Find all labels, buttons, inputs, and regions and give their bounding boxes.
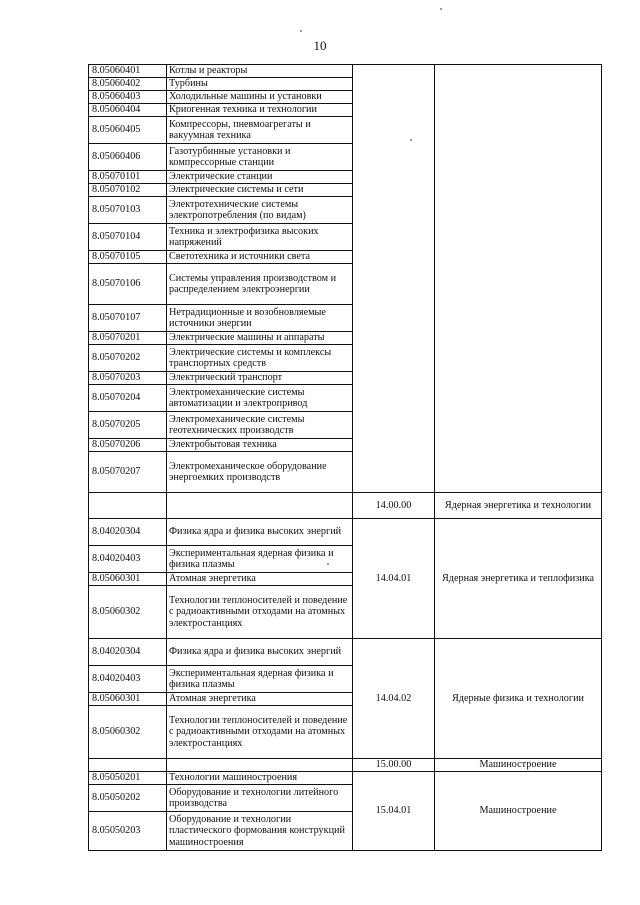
old-code: 8.05070201 bbox=[89, 332, 167, 345]
old-specialty-name: Холодильные машины и установки bbox=[167, 91, 353, 104]
old-specialty-name: Светотехника и источники света bbox=[167, 251, 353, 264]
section-code: 14.00.00 bbox=[353, 493, 435, 519]
old-code: 8.05050203 bbox=[89, 812, 167, 851]
table-row bbox=[89, 65, 602, 78]
old-code: 8.04020403 bbox=[89, 666, 167, 693]
old-specialty-name: Физика ядра и физика высоких энергий bbox=[167, 639, 353, 666]
new-code-cell: 14.04.02 bbox=[353, 639, 435, 759]
old-code: 8.05060406 bbox=[89, 144, 167, 171]
old-specialty-name: Экспериментальная ядерная физика и физика плазмы bbox=[167, 546, 353, 573]
old-specialty-name: Атомная энергетика bbox=[167, 693, 353, 706]
old-code: 8.05060403 bbox=[89, 91, 167, 104]
old-specialty-name: Электромеханические системы автоматизации и электропривод bbox=[167, 385, 353, 412]
old-specialty-name: Экспериментальная ядерная физика и физика плазмы bbox=[167, 666, 353, 693]
old-specialty-name: Оборудование и технологии пластического формования конструкций машиностроения bbox=[167, 812, 353, 851]
old-code: 8.05050202 bbox=[89, 785, 167, 812]
specialty-correspondence-table bbox=[88, 64, 602, 851]
scan-artifact bbox=[440, 8, 442, 10]
old-specialty-name: Котлы и реакторы bbox=[167, 65, 353, 78]
old-code: 8.05060302 bbox=[89, 706, 167, 759]
old-specialty-name: Турбины bbox=[167, 78, 353, 91]
old-code: 8.05070104 bbox=[89, 224, 167, 251]
old-code: 8.05060301 bbox=[89, 693, 167, 706]
old-specialty-name: Компрессоры, пневмоагрегаты и вакуумная техника bbox=[167, 117, 353, 144]
section-header-row bbox=[89, 759, 602, 772]
old-specialty-name: Технологии теплоносителей и поведение с радиоактивными отходами на атомных электростанциях bbox=[167, 586, 353, 639]
table-row bbox=[89, 519, 602, 546]
new-specialty-cell: Машиностроение bbox=[435, 772, 602, 851]
old-code: 8.05060402 bbox=[89, 78, 167, 91]
old-specialty-name: Газотурбинные установки и компрессорные станции bbox=[167, 144, 353, 171]
table-row bbox=[89, 639, 602, 666]
old-code: 8.05060404 bbox=[89, 104, 167, 117]
old-specialty-name: Электротехнические системы электропотребления (по видам) bbox=[167, 197, 353, 224]
old-code bbox=[89, 493, 167, 519]
old-code: 8.05070202 bbox=[89, 345, 167, 372]
section-name: Машиностроение bbox=[435, 759, 602, 772]
scan-artifact bbox=[300, 30, 302, 32]
old-code: 8.05070205 bbox=[89, 412, 167, 439]
new-specialty-cell: Ядерные физика и технологии bbox=[435, 639, 602, 759]
old-specialty-name: Техника и электрофизика высоких напряжений bbox=[167, 224, 353, 251]
old-specialty-name: Криогенная техника и технологии bbox=[167, 104, 353, 117]
old-specialty-name bbox=[167, 493, 353, 519]
old-code: 8.05070207 bbox=[89, 452, 167, 493]
old-specialty-name: Электробытовая техника bbox=[167, 439, 353, 452]
old-specialty-name: Нетрадиционные и возобновляемые источники энергии bbox=[167, 305, 353, 332]
old-code: 8.04020403 bbox=[89, 546, 167, 573]
new-code-cell: 15.04.01 bbox=[353, 772, 435, 851]
section-code: 15.00.00 bbox=[353, 759, 435, 772]
old-code: 8.05070105 bbox=[89, 251, 167, 264]
old-specialty-name: Технологии машиностроения bbox=[167, 772, 353, 785]
old-specialty-name bbox=[167, 759, 353, 772]
old-code: 8.05060301 bbox=[89, 573, 167, 586]
old-specialty-name: Электромеханическое оборудование энергоемких производств bbox=[167, 452, 353, 493]
old-specialty-name: Физика ядра и физика высоких энергий bbox=[167, 519, 353, 546]
old-specialty-name: Электромеханические системы геотехнических производств bbox=[167, 412, 353, 439]
old-code bbox=[89, 759, 167, 772]
old-specialty-name: Электрические системы и комплексы транспортных средств bbox=[167, 345, 353, 372]
new-specialty-cell bbox=[435, 65, 602, 493]
section-name: Ядерная энергетика и технологии bbox=[435, 493, 602, 519]
old-code: 8.05070203 bbox=[89, 372, 167, 385]
old-code: 8.05070206 bbox=[89, 439, 167, 452]
new-code-cell: 14.04.01 bbox=[353, 519, 435, 639]
old-code: 8.05070103 bbox=[89, 197, 167, 224]
old-specialty-name: Электрические системы и сети bbox=[167, 184, 353, 197]
new-specialty-cell: Ядерная энергетика и теплофизика bbox=[435, 519, 602, 639]
section-header-row bbox=[89, 493, 602, 519]
old-specialty-name: Системы управления производством и распределением электроэнергии bbox=[167, 264, 353, 305]
old-code: 8.04020304 bbox=[89, 639, 167, 666]
old-code: 8.05070204 bbox=[89, 385, 167, 412]
old-code: 8.05070107 bbox=[89, 305, 167, 332]
old-code: 8.05060401 bbox=[89, 65, 167, 78]
old-code: 8.05070101 bbox=[89, 171, 167, 184]
old-specialty-name: Атомная энергетика bbox=[167, 573, 353, 586]
old-code: 8.05060405 bbox=[89, 117, 167, 144]
table-row bbox=[89, 772, 602, 785]
old-specialty-name: Электрический транспорт bbox=[167, 372, 353, 385]
old-code: 8.05070106 bbox=[89, 264, 167, 305]
old-specialty-name: Технологии теплоносителей и поведение с радиоактивными отходами на атомных электростанциях bbox=[167, 706, 353, 759]
old-code: 8.05070102 bbox=[89, 184, 167, 197]
new-code-cell bbox=[353, 65, 435, 493]
old-specialty-name: Оборудование и технологии литейного производства bbox=[167, 785, 353, 812]
page-number: 10 bbox=[313, 38, 327, 53]
old-specialty-name: Электрические машины и аппараты bbox=[167, 332, 353, 345]
old-code: 8.05050201 bbox=[89, 772, 167, 785]
scan-artifact bbox=[327, 563, 329, 565]
old-specialty-name: Электрические станции bbox=[167, 171, 353, 184]
scan-artifact bbox=[410, 139, 412, 141]
old-code: 8.05060302 bbox=[89, 586, 167, 639]
old-code: 8.04020304 bbox=[89, 519, 167, 546]
